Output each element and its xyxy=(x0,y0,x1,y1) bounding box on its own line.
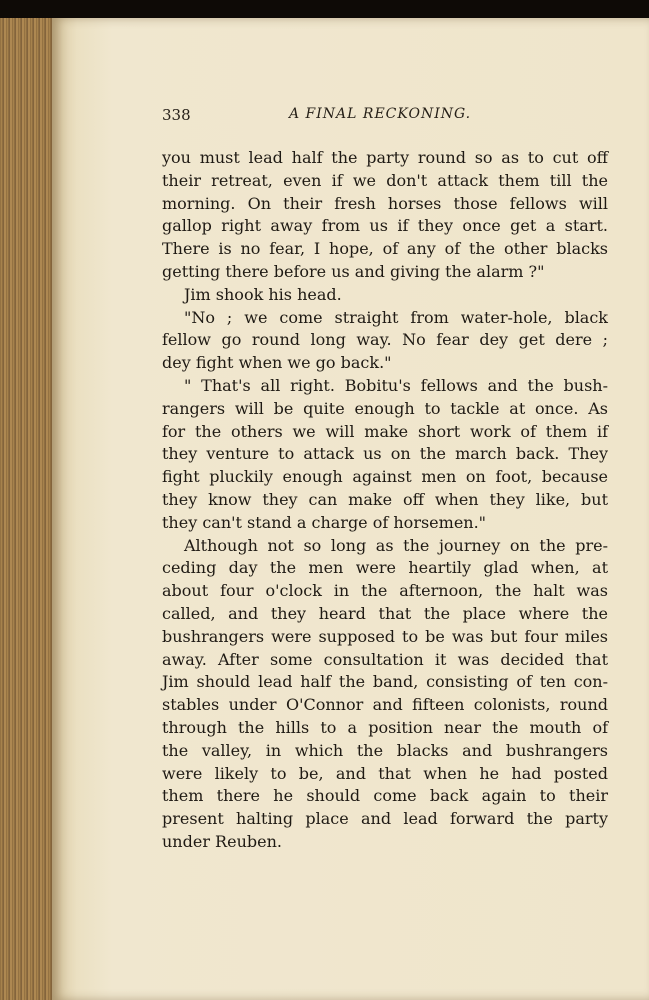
text-line: Although not so long as the journey on the pre- xyxy=(184,535,608,555)
text-line: "No ; we come straight from water-hole, black xyxy=(184,307,608,327)
book-page-edges xyxy=(0,18,60,1000)
text-line: the valley, in which the blacks and bushrangers xyxy=(162,740,608,760)
text-line: There is no fear, I hope, of any of the other blacks xyxy=(162,239,608,259)
text-line: fellow go round long way. No fear dey get dere ; xyxy=(162,330,608,350)
text-line: called, and they heard that the place where the xyxy=(162,603,608,623)
text-line: you must lead half the party round so as to cut off xyxy=(162,148,608,167)
text-line: Jim should lead half the band, consisting of ten con- xyxy=(162,672,608,692)
text-line: fight pluckily enough against men on foot, because xyxy=(162,467,608,487)
text-line: ceding day the men were heartily glad when, at xyxy=(162,558,608,578)
text-line: Jim shook his head. xyxy=(184,284,342,304)
text-line: bushrangers were supposed to be was but four miles xyxy=(162,626,608,646)
text-line: dey fight when we go back." xyxy=(162,353,392,373)
running-title: A FINAL RECKONING. xyxy=(289,106,472,122)
text-line: present halting place and lead forward the party xyxy=(162,809,608,829)
page-header xyxy=(162,106,608,128)
text-line: were likely to be, and that when he had posted xyxy=(162,763,608,783)
text-line: through the hills to a position near the mouth of xyxy=(162,717,608,737)
body-text xyxy=(162,147,608,854)
text-line: gallop right away from us if they once get a start. xyxy=(162,216,608,236)
scan-top-edge xyxy=(0,0,649,20)
text-line: for the others we will make short work of them if xyxy=(162,421,608,441)
text-line: they can't stand a charge of horsemen." xyxy=(162,512,487,532)
text-line: stables under O'Connor and fifteen colonists, round xyxy=(162,695,608,715)
text-line: about four o'clock in the afternoon, the halt was xyxy=(162,581,608,601)
text-line: under Reuben. xyxy=(162,831,282,851)
text-line: away. After some consultation it was decided that xyxy=(162,649,608,669)
text-line: getting there before us and giving the alarm ?" xyxy=(162,261,545,281)
text-line: they venture to attack us on the march back. They xyxy=(162,444,608,464)
text-line: morning. On their fresh horses those fellows will xyxy=(162,193,608,213)
text-line: them there he should come back again to their xyxy=(162,786,608,806)
text-line: they know they can make off when they like, but xyxy=(162,489,608,509)
text-line: " That's all right. Bobitu's fellows and the bush- xyxy=(184,375,608,395)
text-line: their retreat, even if we don't attack them till the xyxy=(162,170,608,190)
page-number: 338 xyxy=(162,106,191,124)
text-line: rangers will be quite enough to tackle at once. As xyxy=(162,398,608,418)
